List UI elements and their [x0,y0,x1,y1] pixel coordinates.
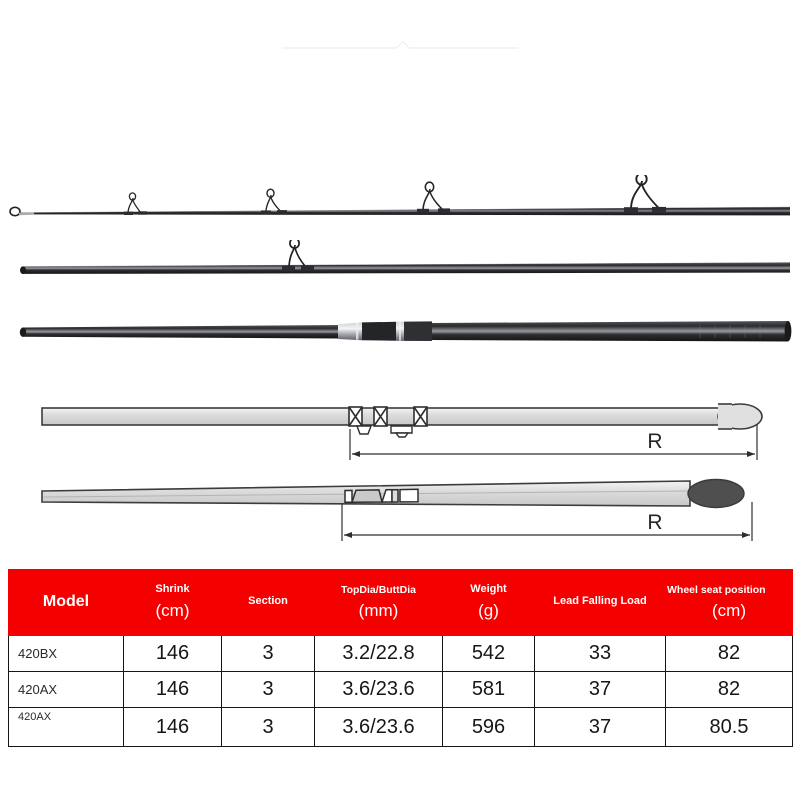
column-header-section [222,570,315,636]
dimension-label-r-1: R [647,430,663,453]
column-header-weight [443,570,535,636]
column-header-lead-falling-load [535,570,666,636]
full-rod-schematic [0,466,800,554]
cell-wheel-seat-position: 82 [666,636,793,672]
header-label-shrink: Shrink [155,583,190,596]
cell-shrink: 146 [124,708,222,747]
cell-lead-falling-load: 37 [535,672,666,708]
header-label-wheel-seat-position: Wheel seat position [667,584,766,597]
cell-lead-falling-load: 33 [535,636,666,672]
header-unit-weight: (g) [478,600,499,620]
cell-weight: 596 [443,708,535,747]
background-guideline [0,0,800,60]
cell-model: 420AX [9,672,124,708]
header-label-weight: Weight [470,583,507,596]
guide-ring-2 [261,189,287,214]
cell-section: 3 [222,708,315,747]
header-label-model: Model [42,592,90,610]
table-row [9,672,793,708]
table-header-row [9,570,793,636]
cell-model: 420BX [9,636,124,672]
cell-wheel-seat-position: 82 [666,672,793,708]
specification-table [8,569,793,747]
column-header-wheel-seat-position [666,570,793,636]
column-header-shrink [124,570,222,636]
cell-diameter: 3.6/23.6 [315,708,443,747]
header-unit-diameter: (mm) [358,600,399,620]
header-unit-shrink: (cm) [155,600,190,620]
dimension-label-r-2: R [647,511,663,534]
table-row [9,636,793,672]
cell-shrink: 146 [124,672,222,708]
reel-seat-assembly [338,321,432,341]
reel-seat-schematic-detail [0,388,800,473]
cell-weight: 581 [443,672,535,708]
rod-photo-area [0,0,800,370]
cell-weight: 542 [443,636,535,672]
cell-wheel-seat-position: 80.5 [666,708,793,747]
cell-diameter: 3.2/22.8 [315,636,443,672]
guide-ring-4 [624,175,666,212]
column-header-model [9,570,124,636]
rod-section-mid [0,240,800,292]
guide-ring-3 [417,182,450,213]
column-header-diameter [315,570,443,636]
header-unit-wheel-seat-position: (cm) [712,601,746,621]
cell-section: 3 [222,636,315,672]
cell-model: 420AX [9,708,124,747]
cell-diameter: 3.6/23.6 [315,672,443,708]
header-label-section: Section [248,595,288,608]
rod-section-butt [0,310,800,356]
rod-section-tip [0,175,800,237]
cell-lead-falling-load: 37 [535,708,666,747]
guide-ring-tip [10,207,34,215]
cell-section: 3 [222,672,315,708]
header-label-diameter: TopDia/ButtDia [340,583,417,596]
header-label-lead-falling-load: Lead Falling Load [553,595,647,608]
table-row [9,708,793,747]
cell-shrink: 146 [124,636,222,672]
